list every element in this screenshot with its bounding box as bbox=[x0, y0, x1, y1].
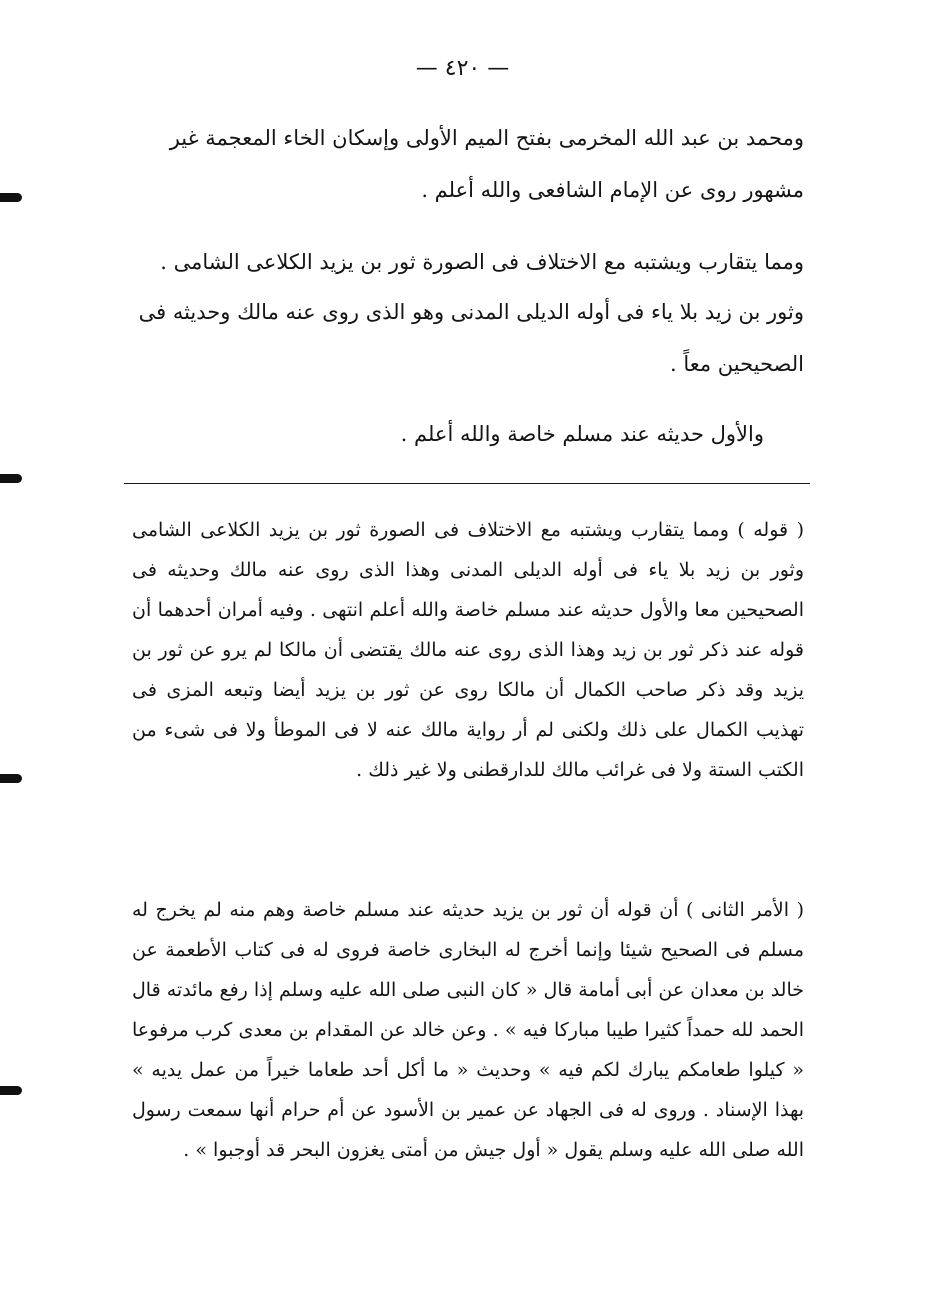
margin-mark-3 bbox=[0, 774, 22, 783]
main-text bbox=[132, 112, 804, 216]
commentary-paragraph-1: ( قوله ) ومما يتقارب ويشتبه مع الاختلاف فى الصورة ثور بن يزيد الكلاعى الشامى وثور بن زيد بلا ياء فى أوله الديلى المدنى وهذا الذى روى عنه مالك وحديثه فى الصحيحين معا والأول حديثه عند مسلم خاصة والله أعلم انتهى . وفيه أمران أحدهما أن قوله عند ذكر ثور بن زيد وهذا الذى روى عنه مالك يقتضى أن مالكا لم يرو عن ثور بن يزيد وقد ذكر صاحب الكمال أن مالكا روى عن ثور بن يزيد أيضا وتبعه المزى فى تهذيب الكمال على ذلك ولكنى لم أر رواية مالك عنه لا فى الموطأ ولا فى شىء من الكتب الستة ولا فى غرائب مالك للدارقطنى ولا غير ذلك . bbox=[132, 519, 804, 781]
main-paragraph-3: وثور بن زيد بلا ياء فى أوله الديلى المدنى وهو الذى روى عنه مالك وحديثه فى الصحيحين معاً . bbox=[138, 300, 804, 376]
main-text-3 bbox=[132, 286, 804, 390]
main-paragraph-1: ومحمد بن عبد الله المخرمى بفتح الميم الأولى وإسكان الخاء المعجمة غير مشهور روى عن الإمام الشافعى والله أعلم . bbox=[169, 126, 804, 202]
margin-mark-1 bbox=[0, 193, 22, 202]
margin-mark-2 bbox=[0, 474, 22, 483]
commentary-block-1 bbox=[132, 510, 804, 790]
footnote-divider bbox=[124, 483, 810, 484]
main-text-2 bbox=[132, 236, 804, 288]
main-text-4 bbox=[132, 408, 804, 460]
commentary-paragraph-2: ( الأمر الثانى ) أن قوله أن ثور بن يزيد حديثه عند مسلم خاصة وهم منه لم يخرج له مسلم فى الصحيح شيئا وإنما أخرج له البخارى خاصة فروى له فى كتاب الأطعمة عن خالد بن معدان عن أبى أمامة قال « كان النبى صلى الله عليه وسلم إذا رفع مائدته قال الحمد لله حمداً كثيرا طيبا مباركا فيه » . وعن خالد عن المقدام بن معدى كرب مرفوعا « كيلوا طعامكم يبارك لكم فيه » وحديث « ما أكل أحد طعاما خيراً من عمل يديه » بهذا الإسناد . وروى له فى الجهاد عن عمير بن الأسود عن أم حرام أنها سمعت رسول الله صلى الله عليه وسلم يقول « أول جيش من أمتى يغزون البحر قد أوجبوا » . bbox=[132, 899, 804, 1161]
main-paragraph-2: ومما يتقارب ويشتبه مع الاختلاف فى الصورة ثور بن يزيد الكلاعى الشامى . bbox=[160, 250, 804, 274]
page-number: — ٤٢٠ — bbox=[415, 56, 510, 81]
margin-mark-4 bbox=[0, 1086, 22, 1095]
main-paragraph-4: والأول حديثه عند مسلم خاصة والله أعلم . bbox=[400, 422, 764, 446]
commentary-block-2 bbox=[132, 890, 804, 1170]
